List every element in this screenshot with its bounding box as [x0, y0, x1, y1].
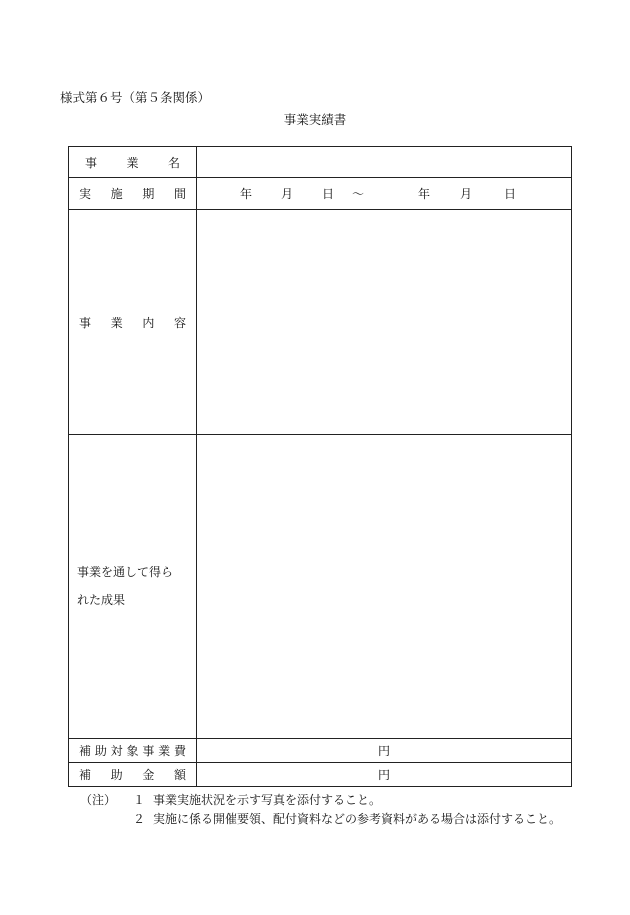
label-period: [69, 178, 197, 210]
note-item: [80, 810, 561, 829]
row-project-name: [69, 147, 572, 178]
label-char: 期: [142, 187, 155, 201]
label-char: 金: [142, 768, 155, 782]
project-name-field[interactable]: [197, 147, 572, 178]
label-char: 間: [173, 187, 186, 201]
label-char: 費: [173, 744, 186, 758]
end-month-label: 月: [460, 187, 473, 201]
label-char: 対: [110, 744, 123, 758]
grant-amount-field[interactable]: [197, 763, 572, 787]
note-number: １: [133, 793, 146, 807]
yen-unit: 円: [377, 744, 390, 758]
label-results: [69, 435, 197, 739]
eligible-cost-field[interactable]: [197, 739, 572, 763]
start-month-label: 月: [281, 187, 294, 201]
label-char: 助: [110, 768, 123, 782]
label-char: 施: [110, 187, 123, 201]
row-results: [69, 435, 572, 739]
label-char: 業: [110, 315, 123, 330]
label-project-name: [69, 147, 197, 178]
label-char: 事: [79, 315, 92, 330]
yen-unit: 円: [377, 768, 390, 782]
report-form-table: [68, 146, 572, 787]
label-char: 補: [79, 744, 92, 758]
label-char: 容: [173, 315, 186, 330]
row-period: [69, 178, 572, 210]
label-results-line2: れた成果: [77, 592, 126, 607]
notes: [80, 791, 561, 829]
content-field[interactable]: [197, 210, 572, 435]
note-text: 実施に係る開催要領、配付資料などの参考資料がある場合は添付すること。: [153, 812, 562, 826]
note-item: [80, 791, 561, 810]
row-eligible-cost: [69, 739, 572, 763]
end-day-label: 日: [504, 187, 517, 201]
row-grant-amount: [69, 763, 572, 787]
label-char: 助: [94, 744, 107, 758]
period-tilde: ～: [352, 187, 365, 201]
row-content: [69, 210, 572, 435]
period-field[interactable]: [197, 178, 572, 210]
label-char: 事: [142, 744, 155, 758]
label-char: 業: [126, 155, 139, 170]
label-char: 額: [173, 768, 186, 782]
label-char: 業: [158, 744, 171, 758]
label-char: 内: [142, 315, 155, 330]
results-field[interactable]: [197, 435, 572, 739]
end-year-label: 年: [418, 187, 431, 201]
document-title: 事業実績書: [283, 112, 347, 127]
notes-heading: （注）: [80, 793, 117, 807]
label-char: 補: [79, 768, 92, 782]
start-year-label: 年: [240, 187, 253, 201]
label-eligible-cost: [69, 739, 197, 763]
label-grant-amount: [69, 763, 197, 787]
note-text: 事業実施状況を示す写真を添付すること。: [153, 793, 382, 807]
label-char: 事: [85, 155, 98, 170]
label-char: 象: [126, 744, 139, 758]
label-char: 実: [79, 187, 92, 201]
label-content: [69, 210, 197, 435]
label-char: 名: [167, 155, 180, 170]
note-number: ２: [133, 812, 146, 826]
label-results-line1: 事業を通して得ら: [77, 564, 174, 579]
form-id: 様式第６号（第５条関係）: [60, 90, 211, 105]
start-day-label: 日: [322, 187, 335, 201]
